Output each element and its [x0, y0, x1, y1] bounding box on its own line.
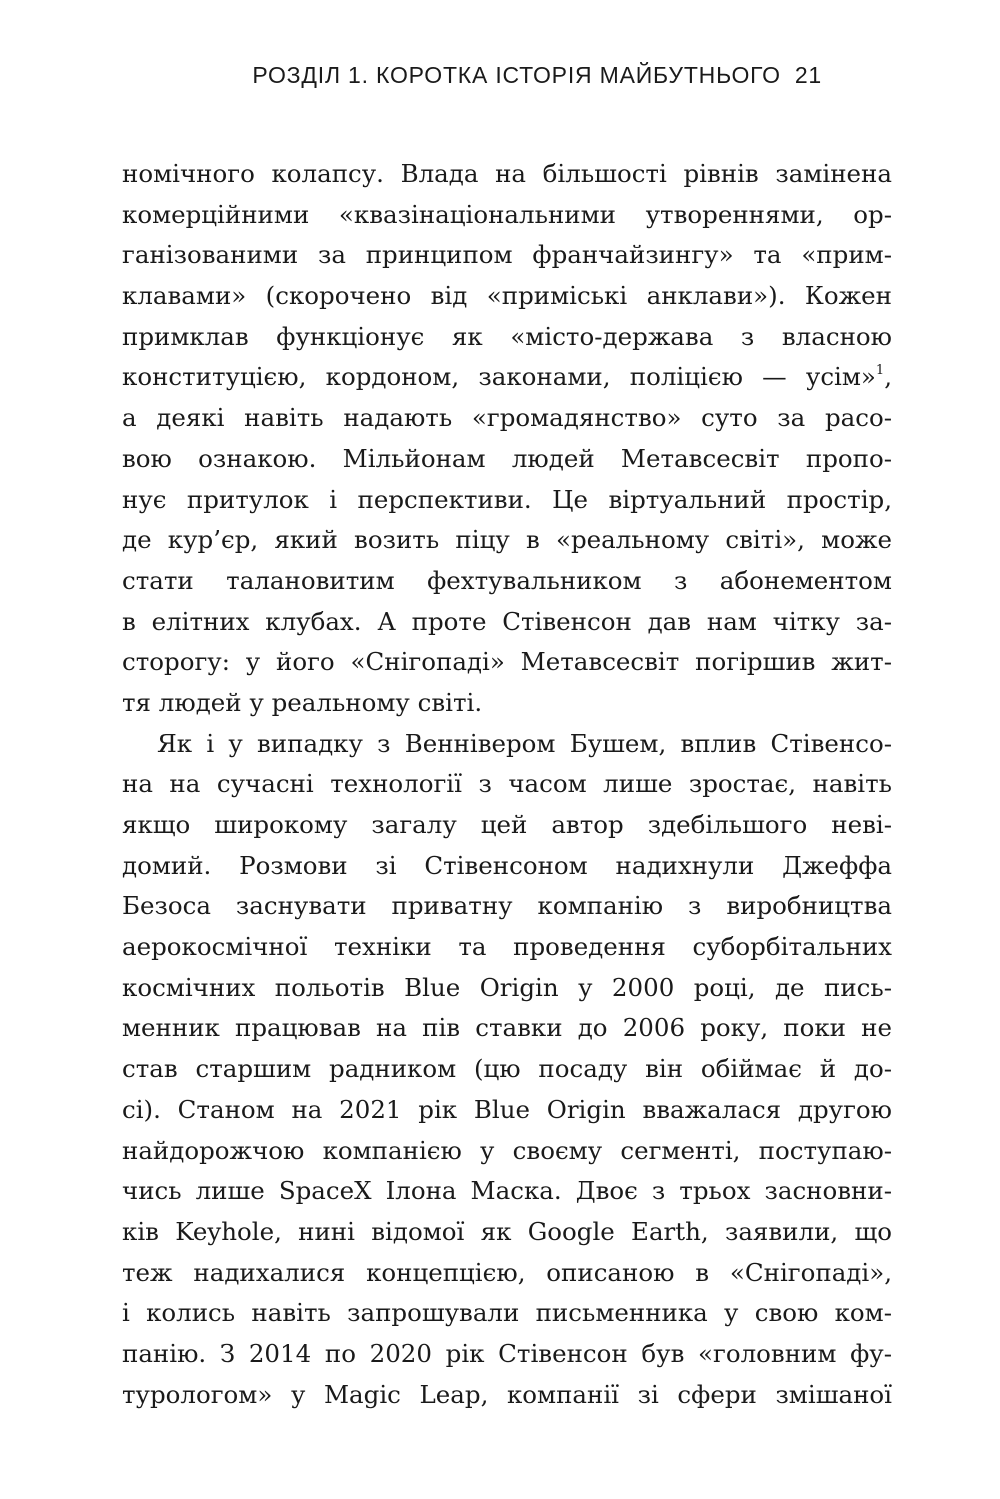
text-line: менник працював на пів ставки до 2006 року, поки не [122, 1013, 892, 1043]
text-line: якщо широкому загалу цей автор здебільшого неві- [122, 810, 892, 839]
text-line: турологом» у Magic Leap, компанії зі сфери змішаної [122, 1379, 892, 1409]
text-line: тя людей у реальному світі. [122, 687, 483, 717]
chapter-title: РОЗДІЛ 1. КОРОТКА ІСТОРІЯ МАЙБУТНЬОГО [252, 62, 781, 88]
text-line: на на сучасні технології з часом лише зростає, навіть [122, 769, 892, 799]
text-line: а деякі навіть надають «громадянство» суто за расо- [122, 403, 892, 433]
text-line: вою ознакою. Мільйонам людей Метавсесвіт пропо- [122, 443, 892, 473]
text-line: ків Keyhole, нині відомої як Google Earth, заявили, що [122, 1216, 892, 1246]
text-line: став старшим радником (цю посаду він обіймає й до- [122, 1054, 892, 1084]
text-line: Безоса заснувати приватну компанію з виробництва [122, 891, 892, 921]
text-line-with-footnote [122, 357, 892, 398]
text-line: сторогу: у його «Снігопаді» Метавсесвіт погіршив жит- [122, 647, 892, 677]
text-line: де кур’єр, який возить піцу в «реальному світі», може [122, 525, 892, 555]
footnote-marker: 1 [875, 363, 885, 379]
text-line: і колись навіть запрошували письменника у свою ком- [122, 1298, 892, 1328]
text-line: сі). Станом на 2021 рік Blue Origin вважалася другою [122, 1094, 892, 1124]
body-text [122, 154, 892, 1415]
text-line: теж надихалися концепцією, описаною в «Снігопаді», [122, 1257, 892, 1287]
text-line: примклав функціонує як «місто-держава з власною [122, 321, 892, 351]
text-line: комерційними «квазінаціональними утвореннями, ор- [122, 199, 892, 229]
page-number: 21 [794, 62, 822, 88]
text-line: космічних польотів Blue Origin у 2000 році, де пись- [122, 972, 892, 1002]
text-line: панію. З 2014 по 2020 рік Стівенсон був «головним фу- [122, 1338, 892, 1368]
text-segment: конституцією, кордоном, законами, поліцією — усім» [122, 362, 876, 392]
text-line: домий. Розмови зі Стівенсоном надихнули Джеффа [122, 850, 892, 880]
text-line: нує притулок і перспективи. Це віртуальний простір, [122, 484, 892, 514]
text-line: найдорожчою компанією у своєму сегменті, поступаю- [122, 1135, 892, 1165]
paragraph-first-line: Як і у випадку з Веннівером Бушем, вплив Стівенсо- [157, 728, 892, 758]
text-line: аерокосмічної техніки та проведення суборбітальних [122, 932, 892, 962]
text-line: ганізованими за принципом франчайзингу» та «прим- [122, 240, 892, 270]
text-line: номічного колапсу. Влада на більшості рівнів замінена [122, 159, 892, 188]
text-line: в елітних клубах. А проте Стівенсон дав нам чітку за- [122, 606, 892, 636]
text-line: чись лише SpaceX Ілона Маска. Двоє з трьох засновни- [122, 1176, 892, 1206]
trailing-comma: , [884, 362, 892, 392]
running-head [0, 60, 822, 90]
text-line: клавами» (скорочено від «приміські анклави»). Кожен [122, 281, 892, 311]
text-line: стати талановитим фехтувальником з абонементом [122, 565, 892, 595]
